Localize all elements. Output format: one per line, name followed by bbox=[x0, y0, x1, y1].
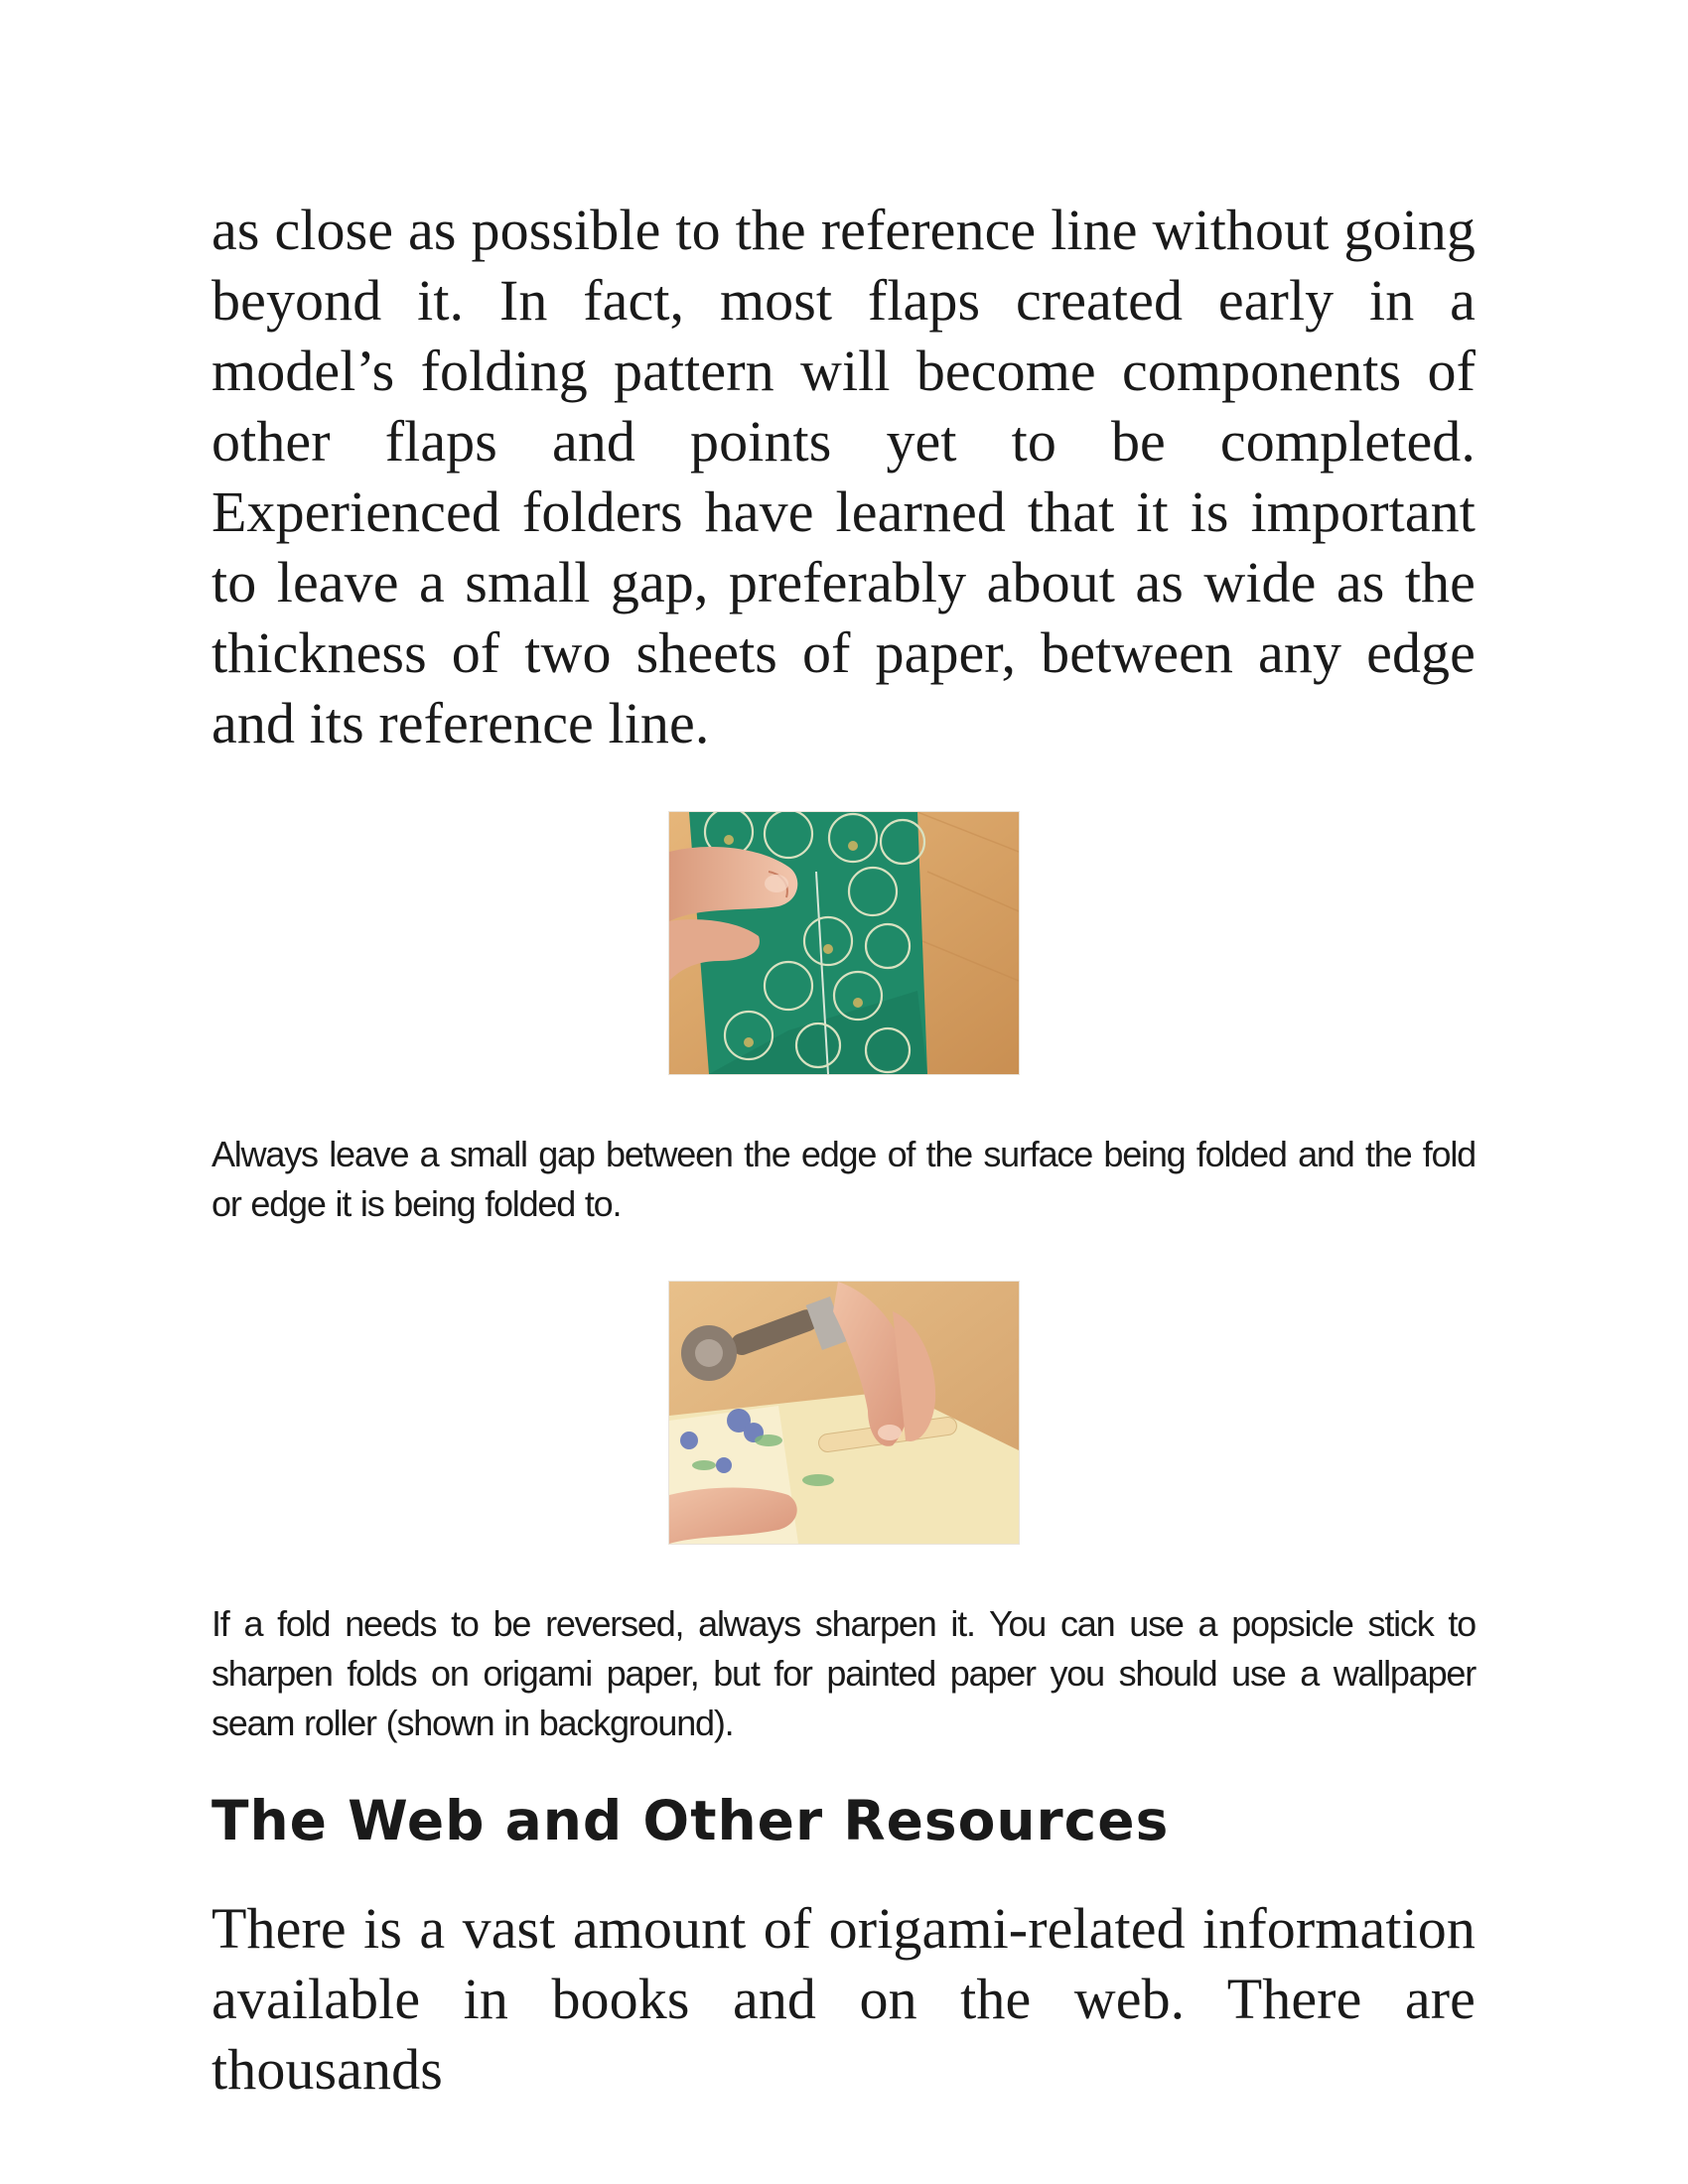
photo-folding-green-paper bbox=[668, 811, 1020, 1075]
figure-caption: If a fold needs to be reversed, always sharpen it. You can use a popsicle stick to sharpen folds on origami paper, but for painted paper you should use a wallpaper seam roller (shown in background). bbox=[211, 1603, 1476, 1743]
body-paragraph: as close as possible to the reference line without going beyond it. In fact, most flaps created early in a model’s folding pattern will become components of other flaps and points yet to be completed. Experienced folders have learned that it is important to leave a small gap, preferably about as wide as the thickness of two sheets of paper, between any edge and its reference line. bbox=[211, 198, 1476, 755]
fingers-folding-paper-icon bbox=[669, 812, 1019, 1074]
figure-caption: Always leave a small gap between the edge of the surface being folded and the fold or edge it is being folded to. bbox=[211, 1134, 1476, 1224]
photo-sharpening-fold bbox=[668, 1281, 1020, 1545]
body-paragraph: There is a vast amount of origami-related information available in books and on the web. There are thousands bbox=[211, 1896, 1476, 2102]
section-heading: The Web and Other Resources bbox=[211, 1789, 1170, 1852]
page-content bbox=[211, 195, 1476, 2105]
popsicle-stick-roller-icon bbox=[669, 1282, 1019, 1544]
